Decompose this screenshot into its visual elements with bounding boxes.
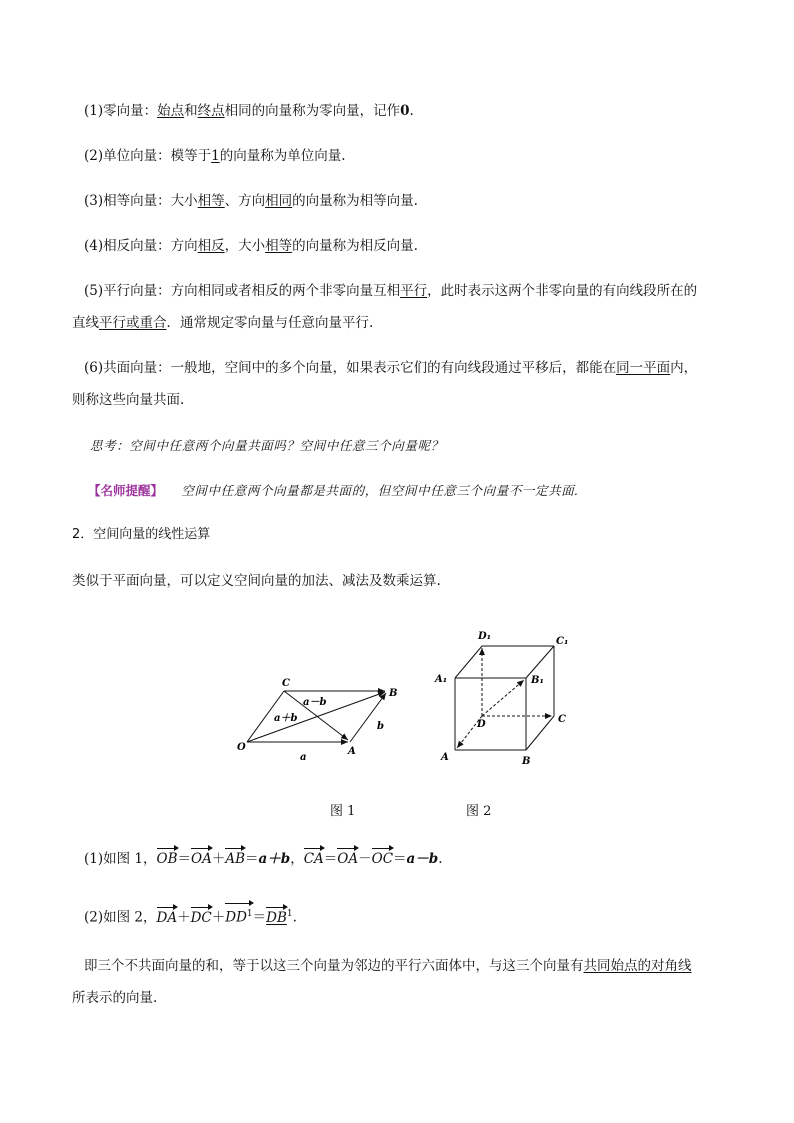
point-d1-label: D₁	[478, 631, 492, 642]
vector-da-text: DA	[156, 909, 178, 926]
item-unit-vector: (2)单位向量：模等于1的向量称为单位向量.	[84, 148, 346, 164]
point-o-label: O	[237, 742, 246, 753]
point-b-label: B	[522, 756, 531, 767]
teacher-tip-label: 【名师提醒】	[88, 483, 164, 498]
label-a: a	[300, 752, 307, 763]
edge-bc	[526, 716, 554, 750]
point-b1-label: B₁	[531, 675, 544, 686]
figure-1-caption: 图 1	[330, 804, 356, 819]
vector-ab-text: AB	[225, 851, 246, 867]
conclusion-line2: 所表示的向量.	[72, 990, 158, 1006]
vector-db1	[482, 680, 524, 716]
edge-a1d1	[455, 646, 482, 678]
vector-ab	[350, 693, 386, 742]
point-d-label: D	[477, 719, 486, 730]
equation-1: (1)如图 1，OB＝OA＋AB＝a＋b，CA＝OA－OC＝a－b.	[84, 851, 443, 867]
label-b: b	[377, 721, 384, 732]
vector-dd1-text: $DD^1$	[225, 905, 252, 927]
point-a1-label: A₁	[435, 674, 448, 685]
equation-2: (2)如图 2，$DA+DC+DD^1=DB^1$.	[84, 905, 297, 927]
teacher-tip-body: 空间中任意两个向量都是共面的，但空间中任意三个向量不一定共面.	[181, 483, 579, 498]
figure-2-cube	[428, 626, 588, 771]
point-c-label: C	[558, 714, 566, 725]
vector-ca-text: CA	[303, 851, 324, 867]
vector-oa2-text: OA	[337, 851, 359, 867]
vector-oc-text: OC	[371, 851, 394, 867]
label-a-minus-b: a－b	[303, 697, 327, 708]
item-parallel-vector-line2: 直线平行或重合．通常规定零向量与任意向量平行.	[72, 315, 374, 331]
teacher-tip	[88, 482, 579, 500]
vector-dc-text: DC	[190, 909, 212, 926]
point-b-label: B	[389, 688, 398, 699]
vector-oa-text: OA	[191, 851, 212, 867]
item-opposite-vector: (4)相反向量：方向相反，大小相等的向量称为相反向量.	[84, 238, 418, 254]
item-coplanar-vector-line2: 则称这些向量共面.	[72, 392, 185, 408]
intro-text: 类似于平面向量，可以定义空间向量的加法、减法及数乘运算.	[72, 573, 441, 589]
item-coplanar-vector: (6)共面向量：一般地，空间中的多个向量，如果表示它们的有向线段通过平移后，都能在同一平面内，	[84, 360, 698, 376]
point-c1-label: C₁	[556, 636, 569, 647]
point-c-label: C	[282, 678, 290, 689]
think-question: 思考：空间中任意两个向量共面吗？空间中任意三个向量呢？	[90, 438, 444, 453]
label-a-plus-b: a＋b	[274, 713, 298, 724]
item-equal-vector: (3)相等向量：大小相等、方向相同的向量称为相等向量.	[84, 193, 418, 209]
point-a-label: A	[348, 746, 356, 757]
section-title: 2．空间向量的线性运算	[72, 527, 211, 542]
item-parallel-vector: (5)平行向量：方向相同或者相反的两个非零向量互相平行，此时表示这两个非零向量的有向线段所在的	[84, 283, 698, 299]
vector-ob-text: OB	[156, 851, 178, 867]
conclusion-line1: 即三个不共面向量的和，等于以这三个向量为邻边的平行六面体中，与这三个向量有共同始点的对角线	[84, 958, 692, 974]
item-zero-vector: (1)零向量：始点和终点相同的向量称为零向量，记作0.	[84, 103, 414, 119]
vector-db1-text: DB	[266, 909, 287, 926]
edge-b1c1	[526, 646, 554, 678]
figure-1-parallelogram	[232, 670, 412, 770]
figure-2-caption: 图 2	[466, 804, 492, 819]
point-a-label: A	[441, 752, 449, 763]
